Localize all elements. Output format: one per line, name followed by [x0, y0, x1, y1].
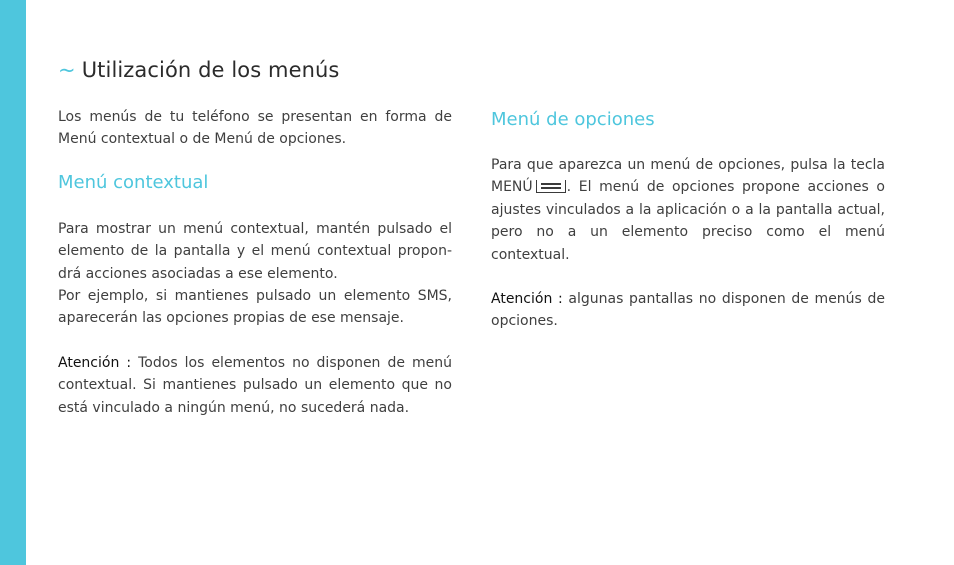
title-text: Utilización de los menús: [81, 58, 340, 82]
contextual-note: [58, 352, 452, 419]
note-text: algunas pantallas no disponen de menús de opciones.: [491, 291, 886, 330]
options-text-after-icon: . El menú de opciones propone acciones o ajustes vinculados a la aplicación o a la pantalla actual, pero no a un elemento preciso como el menú contextual.: [491, 179, 885, 263]
intro-paragraph: Los menús de tu teléfono se presentan en forma de Menú contextual o de Menú de opciones.: [58, 109, 452, 148]
options-paragraph: [491, 154, 885, 266]
note-text: Todos los elementos no disponen de menú contextual. Si mantienes pulsado un elemento que no está vinculado a ningún menú, no sucederá nada.: [58, 355, 452, 416]
contextual-paragraph-2: Por ejemplo, si mantienes pulsado un elemento SMS, aparecerán las opciones propias de ese mensaje.: [58, 288, 452, 327]
options-text-before-icon: Para que aparezca un menú de opciones, pulsa la tecla MENÚ: [491, 157, 885, 196]
note-label: Atención :: [491, 291, 563, 307]
title-tilde: ~: [58, 58, 76, 82]
menu-key-icon: [536, 180, 566, 193]
accent-side-bar: [0, 0, 26, 565]
note-label: Atención :: [58, 355, 132, 371]
page-title: [58, 58, 339, 82]
section-title-menu-contextual: Menú contextual: [58, 172, 209, 193]
section-title-menu-opciones: Menú de opciones: [491, 109, 655, 130]
options-note: [491, 288, 885, 333]
contextual-paragraph-1: Para mostrar un menú contextual, mantén pulsado el elemento de la pantalla y el menú contextual propon-drá acciones asociadas a ese elemento.: [58, 221, 452, 282]
